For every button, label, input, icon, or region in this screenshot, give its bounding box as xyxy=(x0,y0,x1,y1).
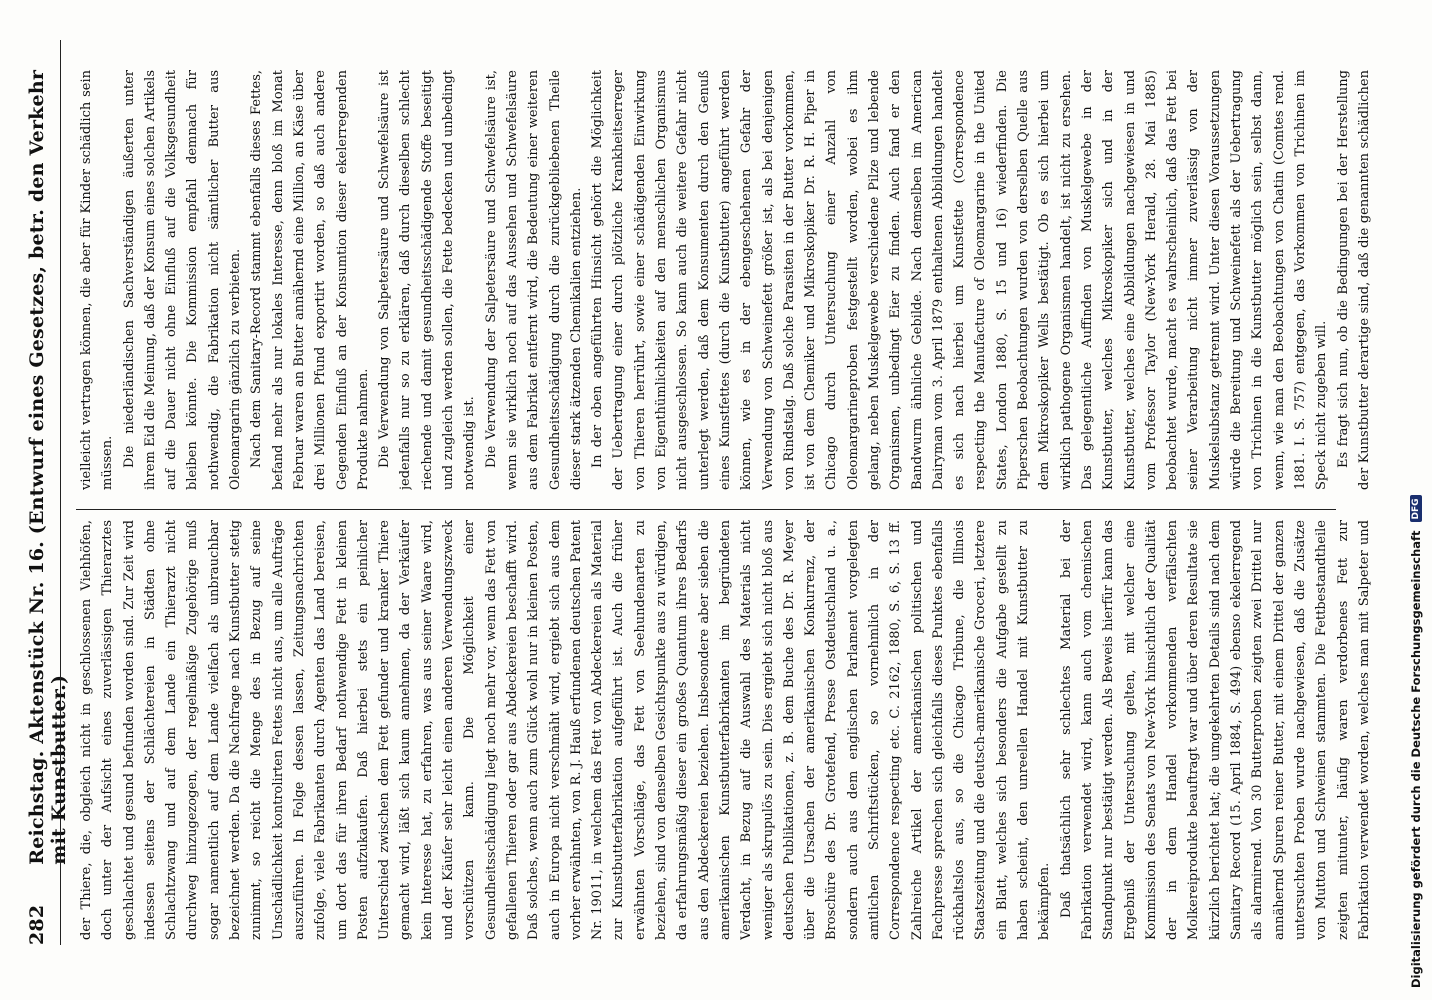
credit-text: Digitalisierung gefördert durch die Deutsche Forschungsgemeinschaft xyxy=(1409,530,1423,988)
page-title: Reichstag. Aktenstück Nr. 16. (Entwurf eines Gesetzes, betr. den Verkehr mit Kunstbutter.) xyxy=(26,69,70,865)
text-column-right xyxy=(76,70,1376,490)
paragraph: In der oben angeführten Hinsicht gehört die Möglichkeit der Uebertragung einer durch plötzliche Krankheitserreger von Thieren herrührt, sowie einer schädigenden Einwirkung von Eigenthümlichkeiten auf den menschlichen Organismus nicht ausgeschlossen. So kann auch die weitere Gefahr nicht unterlegt werden, daß dem Konsumenten durch den Genuß eines Kunstfettes (durch die Kunstbutter) angeführt werden können, wie es in der ebengeschehenen Gefahr der Verwendung von Schweinefett größer ist, als bei denjenigen von Rindstalg. Daß solche Parasiten in der Butter vorkommen, ist von dem Chemiker und Mikroskopiker Dr. R. H. Piper in Chicago durch Untersuchung einer Anzahl von Oleomargarineproben festgestellt worden, wobei es ihm gelang, neben Muskelgewebe verschiedene Pilze und lebende Organismen, unbedingt Eier zu finden. Auch fand er den Bandwurm ähnliche Gebilde. Nach demselben im American Dairyman vom 3. April 1879 enthaltenen Abbildungen handelt es sich nach hierbei um Kunstfette (Correspondence respecting the Manufacture of Oleomargarine in the United States, London 1880, S. 15 und 16) wiederfinden. Die Piperschen Beobachtungen wurden von derselben Quelle aus dem Mikroskopiker Wells bestätigt. Ob es sich hierbei um wirklich pathogene Organismen handelt, ist nicht zu ersehen. Das gelegentliche Auffinden von Muskelgewebe in der Kunstbutter, welches Mikroskopiker sich und in der Kunstbutter, welches eine Abbildungen nachgewiesen in und vom Professor Taylor (New-York Herald, 28. Mai 1885) beobachtet wurde, macht es wahrscheinlich, daß das Fett bei seiner Verarbeitung nicht immer zuverlässig von der Muskelsubstanz getrennt wird. Unter diesen Voraussetzungen würde die Bereitung und Schweinefett als der Uebertragung von Trichinen in die Kunstbutter möglich sein, selbst dann, wenn, wie man den Beobachtungen von Chatin (Comtes rend. 1881. I. S. 757) entgegen, das Vorkommen von Trichinen im Speck nicht zugeben will. xyxy=(590,70,1330,490)
paragraph: vielleicht vertragen können, die aber für Kinder schädlich sein müssen. xyxy=(79,70,116,490)
paragraph: Die niederländischen Sachverständigen äußerten unter ihrem Eid die Meinung, daß der Konsum eines solchen Artikels auf die Dauer nicht ohne Einfluß auf die Volksgesundheit bleiben könnte. Die Kommission empfahl demnach für nothwendig, die Fabrikation nicht sämtlicher Butter aus Oleomargarin gänzlich zu verbieten. xyxy=(121,70,244,490)
page-number: 282 xyxy=(26,904,48,945)
paragraph: Die Verwendung von Salpetersäure und Schwefelsäure ist jedenfalls nur so zu erklären, daß durch dieselben schlecht riechende und damit gesundheitsschädigende Stoffe beseitigt und zugleich werden sollen, die Fette bedecken und unbedingt notwendig ist. xyxy=(377,70,478,490)
paragraph: der Thiere, die, obgleich nicht in geschlossenen Viehhöfen, doch unter der Aufsicht eines zuverlässigen Thierarztes geschlachtet und gesund befunden worden sind. Zur Zeit wird indessen seitens der Schlächtereien in Städten ohne Schlachtzwang und auf dem Lande ein Thierarzt nicht durchweg hinzugezogen, der regelmäßige Zugehörige muß sogar namentlich auf dem Lande vielfach als unbrauchbar bezeichnet werden. Da die Nachfrage nach Kunstbutter stetig zunimmt, so reicht die Menge des in Bezug auf seine Unschädlichkeit kontrolirten Fettes nicht aus, um alle Aufträge auszuführen. In Folge dessen lassen, Zeitungsnachrichten zufolge, viele Fabrikanten durch Agenten das Land bereisen, um dort das für ihren Bedarf nothwendige Fett in kleinen Posten aufzukaufen. Daß hierbei stets ein peinlicher Unterschied zwischen dem Fett gefunder und kranker Thiere gemacht wird, läßt sich kaum annehmen, da der Verkäufer kein Interesse hat, zu erfahren, was aus seiner Waare wird, und der Käufer sehr leicht einen anderen Verwendungszweck vorschützen kann. Die Möglichkeit einer Gesundheitsschädigung liegt noch mehr vor, wenn das Fett von gefallenen Thieren oder gar aus Abdeckereien beschafft wird. Daß solches, wenn auch zum Glück wohl nur in kleinen Posten, auch in Europa nicht verschmäht wird, ergiebt sich aus dem vorher erwähnten, von R. J. Hauß erfundenen deutschen Patent Nr. 19011, in welchem das Fett von Abdeckereien als Material zur Kunstbutterfabrikation aufgeführt ist. Auch die früher erwähnten Vorschläge, das Fett von Seehundenarten zu beziehen, sind von denselben Gesichtspunkte aus zu würdigen, da erfahrungsmäßig dieser ein großes Quantum ihres Bedarfs aus den Abdeckereien beziehen. Insbesondere aber sieben die amerikanischen Kunstbutterfabrikanten im begründeten Verdacht, in Bezug auf die Auswahl des Materials nicht weniger als skrupulös zu sein. Dies ergiebt sich nicht bloß aus deutschen Publikationen, z. B. dem Buche des Dr. R. Meyer über die Ursachen der amerikanischen Konkurrenz, der Broschüre des Dr. Grotefend, Presse Ostdeutschland u. a., sondern auch aus dem englischen Parlament vorgelegten amtlichen Schriftstücken, so vornehmlich in der Correspondence respecting etc. C. 2162, 1880, S. 6, S. 13 ff. Zahlreiche Artikel der amerikanischen politischen und Fachpresse sprechen sich gleichfalls dieses Punktes ebenfalls rückhaltslos aus, so die Chicago Tribune, die Illinois Staatszeitung und die deutsch-amerikanische Groceri, letztere ein Blatt, welches sich besonders die Aufgabe gestellt zu haben scheint, den unreellen Handel mit Kunstbutter zu bekämpfen. xyxy=(79,520,1053,940)
text-column-left xyxy=(76,520,1376,940)
paragraph: Die Verwendung der Salpetersäure und Schwefelsäure ist, wenn sie wirklich noch auf das Aussehen und Schwefelsäure aus dem Fabrikat entfernt wird, die Bedeutung einer weiteren Gesundheitsschädigung durch die zurückgebliebenen Theile dieser stark ätzenden Chemikalien entziehen. xyxy=(483,70,584,490)
paragraph: Daß thatsächlich sehr schlechtes Material bei der Fabrikation verwendet wird, kann auch vom chemischen Standpunkt nur bestätigt werden. Als Beweis hierfür kann das Ergebniß der Untersuchung gelten, mit welcher eine Kommission des Senats von New-York hinsichtlich der Qualität der in dem Handel vorkommenden verfälschten Molkereiprodukte beauftragt war und über deren Resultate sie kürzlich berichtet hat; die umgekehrten Details sind nach dem Sanitary Record (15. April 1884, S. 494) ebenso ekelerregend als alarmirend. Von 30 Butterproben zeigten zwei Drittel nur annähernd Spuren reiner Butter, mit einem Drittel der ganzen untersuchten Proben wurde nachgewiesen, daß die Zusätze von Mutton und Schweinen stammten. Die Fettbestandtheile zeigten mitunter, häufig waren verdorbenes Fett zur Fabrikation verwendet worden, welches man mit Salpeter und xyxy=(1058,520,1372,940)
paragraph: Nach dem Sanitary-Record stammt ebenfalls dieses Fettes, befand mehr als nur lokales Interesse, denn bloß im Monat Februar waren an Butter annähernd eine Million, an Käse über drei Millionen Pfund exportirt worden, so daß auch andere Gegenden Einfluß an der Konsumtion dieser ekelerregenden Produkte nahmen. xyxy=(249,70,371,490)
digitization-credit xyxy=(1404,0,1428,1000)
header-rule xyxy=(60,40,61,945)
running-header xyxy=(26,40,70,945)
column-divider xyxy=(76,509,1336,510)
dfg-logo: DFG xyxy=(1410,495,1422,522)
paragraph: Es fragt sich nun, ob die Bedingungen bei der Herstellung der Kunstbutter derartige sind, daß die genannten schädlichen xyxy=(1335,70,1372,490)
